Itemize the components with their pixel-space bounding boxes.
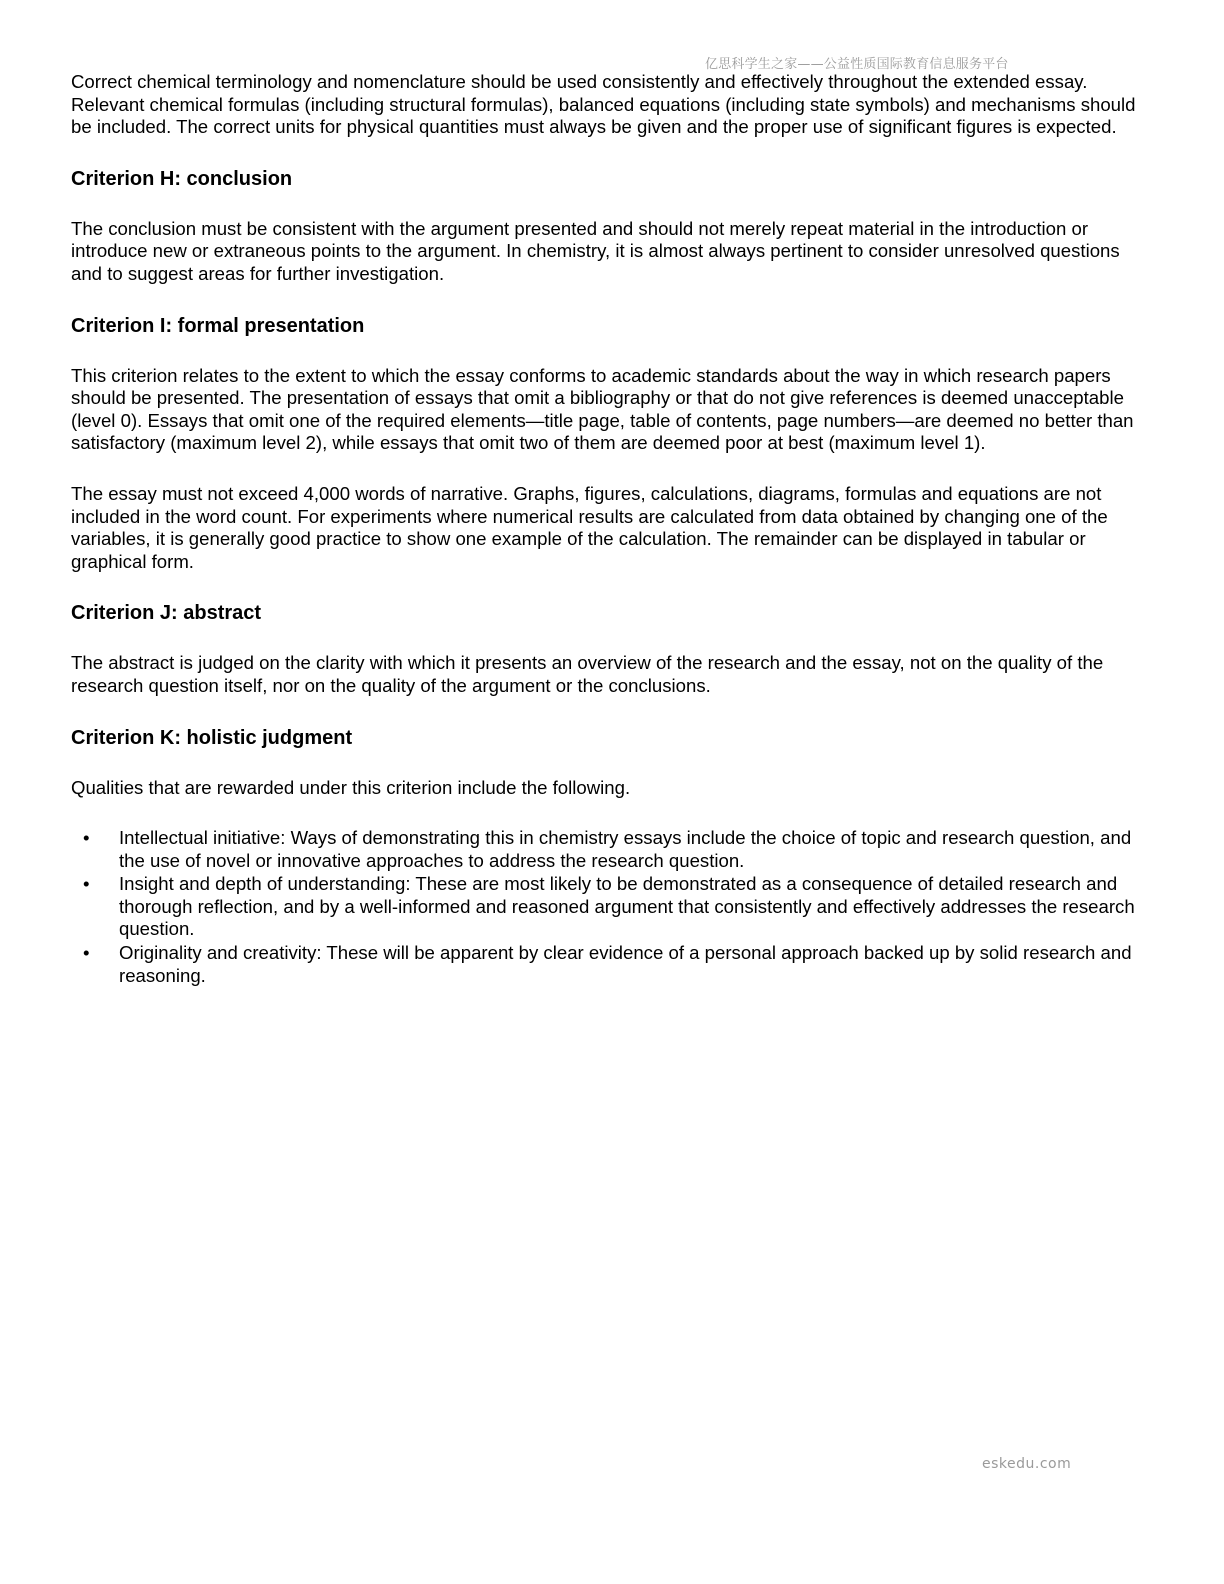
intro-paragraph: Correct chemical terminology and nomenclature should be used consistently and effectively throughout the extended essay. Relevant chemical formulas (including structural formulas), balanced equations (including state symbols) and mechanisms should be included. The correct units for physical quantities must always be given and the proper use of significant figures is expected. [71, 71, 1136, 138]
list-item [71, 827, 1143, 872]
list-item-text: Insight and depth of understanding: These are most likely to be demonstrated as a consequence of detailed research and thorough reflection, and by a well-informed and reasoned argument that consistently and effectively addresses the research question. [119, 873, 1135, 940]
qualities-list [71, 827, 1143, 987]
criterion-h-heading: Criterion H: conclusion [71, 167, 293, 190]
bullet-icon: • [83, 873, 90, 895]
criterion-h-paragraph: The conclusion must be consistent with the argument presented and should not merely repeat material in the introduction or introduce new or extraneous points to the argument. In chemistry, it is almost always pertinent to consider unresolved questions and to suggest areas for further investigation. [71, 217, 1120, 284]
list-item-text: Originality and creativity: These will be apparent by clear evidence of a personal approach backed up by solid research and reasoning. [119, 942, 1132, 986]
criterion-k-heading: Criterion K: holistic judgment [71, 726, 353, 749]
criterion-k-paragraph: Qualities that are rewarded under this criterion include the following. [71, 776, 631, 798]
list-item [71, 873, 1143, 941]
criterion-i-paragraph-1: This criterion relates to the extent to which the essay conforms to academic standards about the way in which research papers should be presented. The presentation of essays that omit a bibliography or that do not give references is deemed unacceptable (level 0). Essays that omit one of the required elements—title page, table of contents, page numbers—are deemed no better than satisfactory (maximum level 2), while essays that omit two of them are deemed poor at best (maximum level 1). [71, 364, 1134, 454]
footer-watermark: eskedu.com [982, 1456, 1072, 1472]
header-watermark: 亿思科学生之家——公益性质国际教育信息服务平台 [705, 57, 1009, 72]
criterion-i-paragraph-2: The essay must not exceed 4,000 words of narrative. Graphs, figures, calculations, diagrams, formulas and equations are not included in the word count. For experiments where numerical results are calculated from data obtained by changing one of the variables, it is generally good practice to show one example of the calculation. The remainder can be displayed in tabular or graphical form. [71, 482, 1108, 572]
list-item-text: Intellectual initiative: Ways of demonstrating this in chemistry essays include the choice of topic and research question, and the use of novel or innovative approaches to address the research question. [119, 827, 1132, 871]
criterion-i-heading: Criterion I: formal presentation [71, 314, 365, 337]
bullet-icon: • [83, 827, 90, 849]
document-body [71, 71, 1143, 988]
list-item [71, 942, 1143, 987]
criterion-j-paragraph: The abstract is judged on the clarity with which it presents an overview of the research and the essay, not on the quality of the research question itself, nor on the quality of the argument or the conclusions. [71, 652, 1104, 696]
bullet-icon: • [83, 942, 90, 964]
criterion-j-heading: Criterion J: abstract [71, 602, 262, 625]
